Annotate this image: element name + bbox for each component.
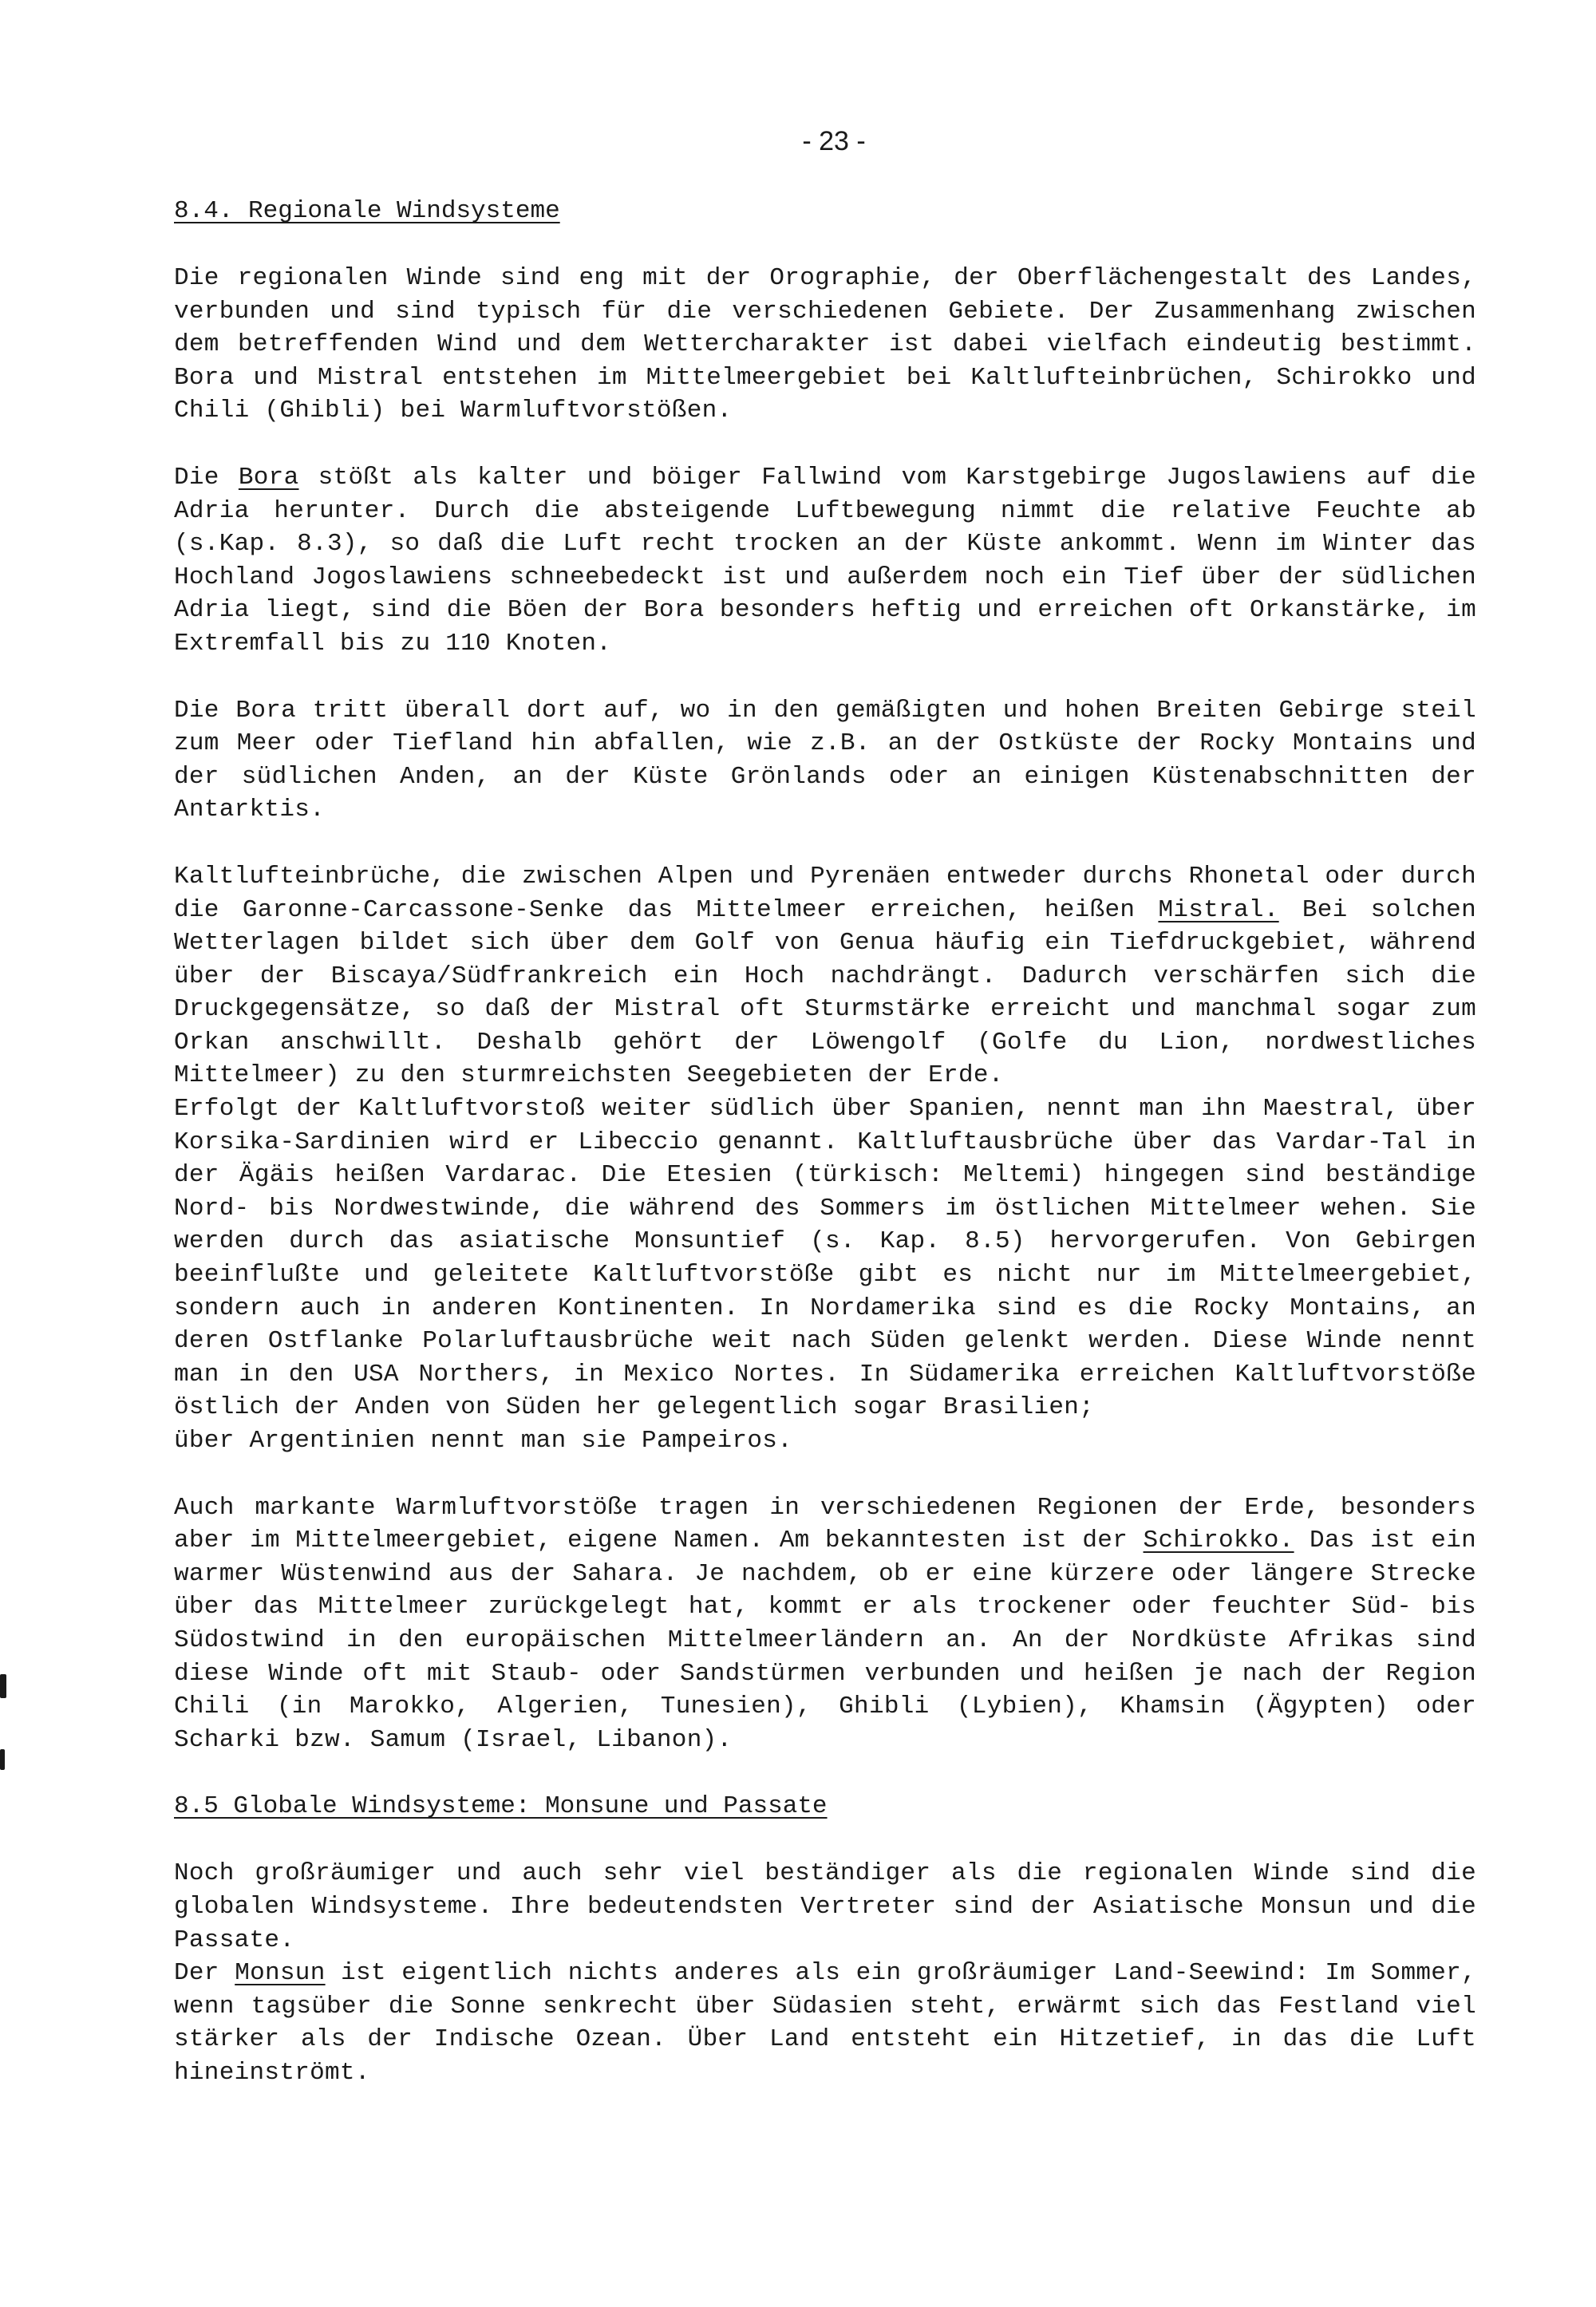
paragraph-intro: Die regionalen Winde sind eng mit der Orographie, der Oberflächengestalt des Landes, verbunden und sind typisch für die verschiedenen Gebiete. Der Zusammenhang zwischen dem betreffenden Wind und dem Wettercharakter ist dabei vielfach eindeutig bestimmt. Bora und Mistral entstehen im Mittelmeergebiet bei Kaltlufteinbrüchen, Schirokko und Chili (Ghibli) bei Warmluftvorstößen. [174, 264, 1476, 425]
paragraph-cold-air-advances: Erfolgt der Kaltluftvorstoß weiter südlich über Spanien, nennt man ihn Maestral, über Korsika-Sardinien wird er Libeccio genannt. Kaltluftausbrüche über das Vardar-Tal in der Ägäis heißen Vardarac. Die Etesien (türkisch: Meltemi) hingegen sind beständige Nord- bis Nordwestwinde, die während des Sommers im östlichen Mittelmeer wehen. Sie werden durch das asiatische Monsuntief (s. Kap. 8.5) hervorgerufen. Von Gebirgen beeinflußte und geleitete Kaltluftvorstöße gibt es nicht nur im Mittelmeergebiet, sondern auch in anderen Kontinenten. In Nordamerika sind es die Rocky Montains, an deren Ostflanke Polarluftausbrüche weit nach Süden gelenkt werden. Diese Winde nennt man in den USA Northers, in Mexico Nortes. In Südamerika erreichen Kaltluftvorstöße östlich der Anden von Süden her gelegentlich sogar Brasilien; [174, 1095, 1476, 1422]
paragraph-global-winds: Noch großräumiger und auch sehr viel beständiger als die regionalen Winde sind die globalen Windsysteme. Ihre bedeutendsten Vertreter sind der Asiatische Monsun und die Passate. [174, 1859, 1476, 1954]
term-schirokko: Schirokko. [1143, 1527, 1294, 1555]
margin-mark-bottom [0, 1749, 5, 1770]
term-bora: Bora [238, 463, 299, 492]
paragraph-bora: Die Bora stößt als kalter und böiger Fallwind vom Karstgebirge Jugoslawiens auf die Adria herunter. Durch die absteigende Luftbewegung nimmt die relative Feuchte ab (s.Kap. 8.3), so daß die Luft recht trocken an der Küste ankommt. Wenn im Winter das Hochland Jogoslawiens schneebedeckt ist und außerdem noch ein Tief über der südlichen Adria liegt, sind die Böen der Bora besonders heftig und erreichen oft Orkanstärke, im Extremfall bis zu 110 Knoten. [174, 463, 1476, 658]
section-heading-8-5: 8.5 Globale Windsysteme: Monsune und Passate [174, 1792, 828, 1821]
section-heading-8-4: 8.4. Regionale Windsysteme [174, 197, 560, 225]
margin-mark-top [0, 1674, 6, 1698]
paragraph-bora-occurrence: Die Bora tritt überall dort auf, wo in den gemäßigten und hohen Breiten Gebirge steil zum Meer oder Tiefland hin abfallen, wie z.B. an der Ostküste der Rocky Montains und der südlichen Anden, an der Küste Grönlands oder an einigen Küstenabschnitten der Antarktis. [174, 696, 1476, 824]
term-monsun: Monsun [235, 1959, 326, 1988]
document-body [174, 195, 1476, 2123]
paragraph-schirokko: Auch markante Warmluftvorstöße tragen in verschiedenen Regionen der Erde, besonders aber im Mittelmeergebiet, eigene Namen. Am bekanntesten ist der Schirokko. Das ist ein warmer Wüstenwind aus der Sahara. Je nachdem, ob er eine kürzere oder längere Strecke über das Mittelmeer zurückgelegt hat, kommt er als trockener oder feuchter Süd- bis Südostwind in den europäischen Mittelmeerländern an. An der Nordküste Afrikas sind diese Winde oft mit Staub- oder Sandstürmen verbunden und heißen je nach der Region Chili (in Marokko, Algerien, Tunesien), Ghibli (Lybien), Khamsin (Ägypten) oder Scharki bzw. Samum (Israel, Libanon). [174, 1493, 1476, 1754]
term-mistral: Mistral. [1158, 895, 1279, 924]
page-number: - 23 - [802, 126, 866, 156]
paragraph-monsun: Der Monsun ist eigentlich nichts anderes als ein großräumiger Land-Seewind: Im Sommer, wenn tagsüber die Sonne senkrecht über Südasien steht, erwärmt sich das Festland viel stärker als der Indische Ozean. Über Land entsteht ein Hitzetief, in das die Luft hineinströmt. [174, 1959, 1476, 2087]
paragraph-mistral: Kaltlufteinbrüche, die zwischen Alpen und Pyrenäen entweder durchs Rhonetal oder durch die Garonne-Carcassone-Senke das Mittelmeer erreichen, heißen Mistral. Bei solchen Wetterlagen bildet sich über dem Golf von Genua häufig ein Tiefdruckgebiet, während über der Biscaya/Südfrankreich ein Hoch nachdrängt. Dadurch verschärfen sich die Druckgegensätze, so daß der Mistral oft Sturmstärke erreicht und manchmal sogar zum Orkan anschwillt. Deshalb gehört der Löwengolf (Golfe du Lion, nordwestliches Mittelmeer) zu den sturmreichsten Seegebieten der Erde. [174, 862, 1476, 1090]
paragraph-pampeiros: über Argentinien nennt man sie Pampeiros. [174, 1427, 793, 1455]
